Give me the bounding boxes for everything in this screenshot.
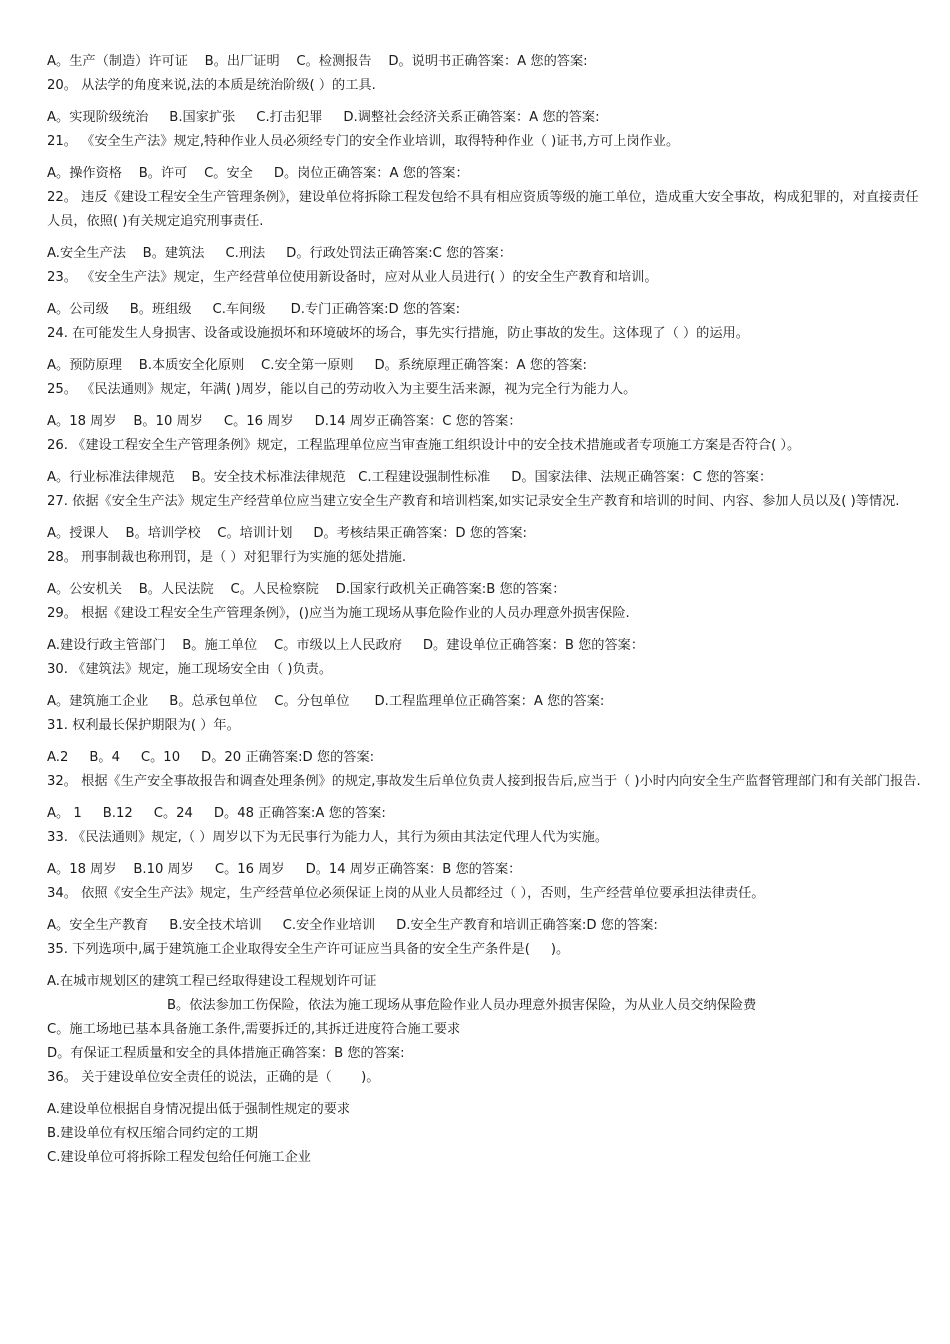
- text-line: 32。 根据《生产安全事故报告和调查处理条例》的规定,事故发生后单位负责人接到报告后,应当于（ )小时内向安全生产监督管理部门和有关部门报告.: [47, 774, 921, 789]
- text-line: A。公安机关 B。人民法院 C。人民检察院 D.国家行政机关正确答案:B 您的答案：: [47, 582, 566, 597]
- text-line: A。实现阶级统治 B.国家扩张 C.打击犯罪 D.调整社会经济关系正确答案：A 您的答案:: [47, 110, 600, 125]
- text-line: 23。 《安全生产法》规定，生产经营单位使用新设备时，应对从业人员进行( ）的安全生产教育和培训。: [47, 270, 658, 285]
- text-line: 35. 下列选项中,属于建筑施工企业取得安全生产许可证应当具备的安全生产条件是( )。: [47, 942, 570, 957]
- text-line: A.2 B。4 C。10 D。20 正确答案:D 您的答案:: [47, 750, 375, 765]
- text-line: A。生产（制造）许可证 B。出厂证明 C。检测报告 D。说明书正确答案：A 您的答案:: [47, 54, 588, 69]
- text-line: C.建设单位可将拆除工程发包给任何施工企业: [47, 1150, 311, 1165]
- text-line: A。行业标准法律规范 B。安全技术标准法律规范 C.工程建设强制性标准 D。国家法律、法规正确答案：C 您的答案：: [47, 470, 773, 485]
- text-line: 29。 根据《建设工程安全生产管理条例》，()应当为施工现场从事危险作业的人员办理意外损害保险.: [47, 606, 630, 621]
- text-line: 31. 权利最长保护期限为( ）年。: [47, 718, 240, 733]
- text-line: 22。 违反《建设工程安全生产管理条例》，建设单位将拆除工程发包给不具有相应资质等级的施工单位，造成重大安全事故，构成犯罪的，对直接责任人员，依照( )有关规定追究刑事责任.: [47, 190, 919, 229]
- text-line: 36。 关于建设单位安全责任的说法，正确的是（ )。: [47, 1070, 380, 1085]
- text-line: A。18 周岁 B.10 周岁 C。16 周岁 D。14 周岁正确答案：B 您的答案：: [47, 862, 522, 877]
- text-line: B.建设单位有权压缩合同约定的工期: [47, 1126, 259, 1141]
- text-line: 25。 《民法通则》规定，年满( )周岁，能以自己的劳动收入为主要生活来源，视为完全行为能力人。: [47, 382, 637, 397]
- text-line: A.在城市规划区的建筑工程已经取得建设工程规划许可证: [47, 974, 377, 989]
- text-line: 24. 在可能发生人身损害、设备或设施损坏和环境破坏的场合，事先实行措施，防止事故的发生。这体现了（ ）的运用。: [47, 326, 749, 341]
- text-line: A.建设单位根据自身情况提出低于强制性规定的要求: [47, 1102, 351, 1117]
- text-line: A.安全生产法 B。建筑法 C.刑法 D。行政处罚法正确答案:C 您的答案：: [47, 246, 512, 261]
- text-line: 21。 《安全生产法》规定,特种作业人员必须经专门的安全作业培训，取得特种作业（ )证书,方可上岗作业。: [47, 134, 680, 149]
- text-line: C。施工场地已基本具备施工条件,需要拆迁的,其拆迁进度符合施工要求: [47, 1022, 461, 1037]
- text-line: A。建筑施工企业 B。总承包单位 C。分包单位 D.工程监理单位正确答案：A 您的答案:: [47, 694, 605, 709]
- text-line: 34。 依照《安全生产法》规定，生产经营单位必须保证上岗的从业人员都经过（ ），否则，生产经营单位要承担法律责任。: [47, 886, 765, 901]
- text-line: A。安全生产教育 B.安全技术培训 C.安全作业培训 D.安全生产教育和培训正确答案:D 您的答案:: [47, 918, 658, 933]
- text-line: A。18 周岁 B。10 周岁 C。16 周岁 D.14 周岁正确答案：C 您的答案：: [47, 414, 522, 429]
- text-line: 26. 《建设工程安全生产管理条例》规定，工程监理单位应当审查施工组织设计中的安全技术措施或者专项施工方案是否符合( ）。: [47, 438, 801, 453]
- text-line: 28。 刑事制裁也称刑罚，是（ ）对犯罪行为实施的惩处措施.: [47, 550, 407, 565]
- text-line: 33. 《民法通则》规定,（ ）周岁以下为无民事行为能力人，其行为须由其法定代理人代为实施。: [47, 830, 609, 845]
- text-line: B。依法参加工伤保险，依法为施工现场从事危险作业人员办理意外损害保险，为从业人员交纳保险费: [167, 998, 757, 1013]
- text-line: 27. 依据《安全生产法》规定生产经营单位应当建立安全生产教育和培训档案,如实记录安全生产教育和培训的时间、内容、参加人员以及( )等情况.: [47, 494, 900, 509]
- text-line: D。有保证工程质量和安全的具体措施正确答案：B 您的答案:: [47, 1046, 405, 1061]
- text-line: A。预防原理 B.本质安全化原则 C.安全第一原则 D。系统原理正确答案：A 您的答案:: [47, 358, 587, 373]
- text-line: A。授课人 B。培训学校 C。培训计划 D。考核结果正确答案：D 您的答案:: [47, 526, 527, 541]
- text-line: A。 1 B.12 C。24 D。48 正确答案:A 您的答案:: [47, 806, 386, 821]
- document-page: [47, 50, 925, 1170]
- text-line: A。公司级 B。班组级 C.车间级 D.专门正确答案:D 您的答案:: [47, 302, 461, 317]
- text-line: A。操作资格 B。许可 C。安全 D。岗位正确答案：A 您的答案：: [47, 166, 469, 181]
- text-line: 20。 从法学的角度来说,法的本质是统治阶级( ）的工具.: [47, 78, 376, 93]
- text-line: A.建设行政主管部门 B。施工单位 C。市级以上人民政府 D。建设单位正确答案：B 您的答案：: [47, 638, 645, 653]
- text-line: 30. 《建筑法》规定，施工现场安全由（ )负责。: [47, 662, 333, 677]
